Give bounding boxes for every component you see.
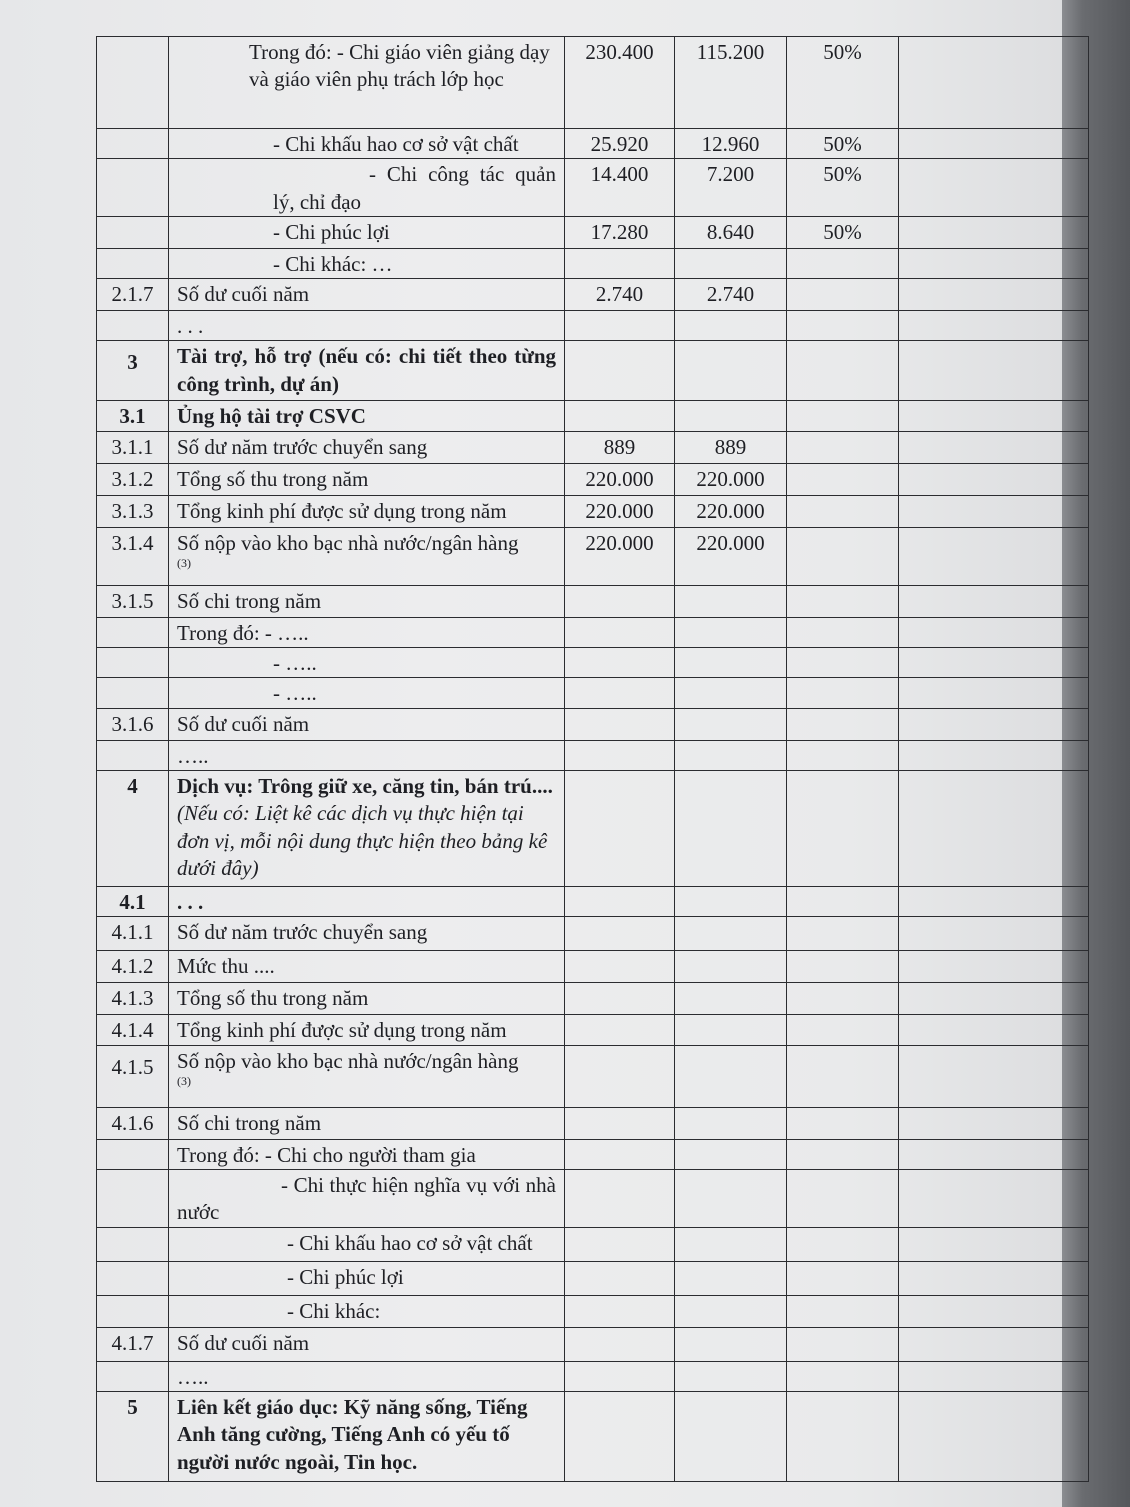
cell-empty	[899, 983, 1089, 1015]
cell-value	[675, 401, 787, 431]
cell-value: 220.000	[675, 527, 787, 585]
table-row	[97, 37, 1089, 129]
row-description: . . .	[169, 886, 565, 916]
cell-value	[675, 708, 787, 740]
cell-value	[565, 951, 675, 983]
cell-empty	[899, 740, 1089, 770]
row-code	[97, 37, 169, 129]
cell-empty	[899, 1139, 1089, 1169]
table-row	[97, 1045, 1089, 1107]
row-description: Tổng số thu trong năm	[169, 463, 565, 495]
table-row	[97, 678, 1089, 708]
row-description: - …..	[169, 648, 565, 678]
table-row	[97, 1107, 1089, 1139]
cell-value	[675, 951, 787, 983]
cell-percent: 50%	[787, 129, 899, 159]
cell-value	[565, 617, 675, 647]
row-description: …..	[169, 1361, 565, 1391]
cell-value	[565, 1261, 675, 1295]
cell-value: 8.640	[675, 216, 787, 248]
row-description: Tổng kinh phí được sử dụng trong năm	[169, 495, 565, 527]
cell-value	[565, 248, 675, 278]
row-description: Số dư năm trước chuyển sang	[169, 917, 565, 951]
cell-percent	[787, 983, 899, 1015]
cell-value	[565, 983, 675, 1015]
cell-empty	[899, 279, 1089, 311]
cell-value: 2.740	[675, 279, 787, 311]
cell-value	[675, 1227, 787, 1261]
cell-value	[675, 1327, 787, 1361]
cell-value	[675, 1169, 787, 1227]
row-code: 4.1.7	[97, 1327, 169, 1361]
row-code: 3	[97, 341, 169, 401]
cell-percent	[787, 1261, 899, 1295]
row-code	[97, 248, 169, 278]
table-row	[97, 917, 1089, 951]
cell-empty	[899, 159, 1089, 217]
table-row	[97, 1295, 1089, 1327]
row-description: - Chi khác: …	[169, 248, 565, 278]
row-code: 3.1.4	[97, 527, 169, 585]
cell-value	[675, 1261, 787, 1295]
table-row	[97, 1227, 1089, 1261]
cell-value: 220.000	[565, 495, 675, 527]
row-description: Trong đó: - …..	[169, 617, 565, 647]
cell-value	[565, 1327, 675, 1361]
row-description: Trong đó: - Chi giáo viên giảng dạy và giáo viên phụ trách lớp học	[169, 37, 565, 129]
table-row	[97, 463, 1089, 495]
table-row	[97, 495, 1089, 527]
cell-percent	[787, 401, 899, 431]
cell-empty	[899, 216, 1089, 248]
row-code: 4.1	[97, 886, 169, 916]
cell-percent	[787, 279, 899, 311]
row-description: Trong đó: - Chi cho người tham gia	[169, 1139, 565, 1169]
row-code	[97, 678, 169, 708]
row-description: . . .	[169, 311, 565, 341]
row-code	[97, 1139, 169, 1169]
cell-value	[675, 648, 787, 678]
row-code: 3.1.5	[97, 585, 169, 617]
cell-empty	[899, 648, 1089, 678]
row-code: 4.1.2	[97, 951, 169, 983]
cell-empty	[899, 770, 1089, 886]
table-row	[97, 311, 1089, 341]
table-row	[97, 279, 1089, 311]
row-description-note: (Nếu có: Liệt kê các dịch vụ thực hiện tại đơn vị, mỗi nội dung thực hiện theo bảng kê dưới đây)	[177, 801, 548, 880]
row-code: 3.1.2	[97, 463, 169, 495]
cell-empty	[899, 248, 1089, 278]
cell-empty	[899, 678, 1089, 708]
table-row	[97, 1169, 1089, 1227]
cell-empty	[899, 527, 1089, 585]
cell-value	[675, 341, 787, 401]
row-description: Tổng kinh phí được sử dụng trong năm	[169, 1015, 565, 1045]
cell-value	[565, 1392, 675, 1482]
row-description: - Chi phúc lợi	[169, 216, 565, 248]
cell-empty	[899, 1107, 1089, 1139]
row-description: Liên kết giáo dục: Kỹ năng sống, Tiếng Anh tăng cường, Tiếng Anh có yếu tố người nước ngoài, Tin học.	[169, 1392, 565, 1482]
cell-value	[565, 311, 675, 341]
cell-value	[565, 708, 675, 740]
cell-percent	[787, 678, 899, 708]
table-row	[97, 740, 1089, 770]
cell-empty	[899, 1392, 1089, 1482]
row-description: - Chi khác:	[169, 1295, 565, 1327]
row-code: 4	[97, 770, 169, 886]
cell-value: 14.400	[565, 159, 675, 217]
cell-percent	[787, 527, 899, 585]
cell-percent	[787, 463, 899, 495]
cell-value: 25.920	[565, 129, 675, 159]
table-row	[97, 1261, 1089, 1295]
table-row	[97, 216, 1089, 248]
cell-percent	[787, 1139, 899, 1169]
table-row	[97, 1015, 1089, 1045]
table-row	[97, 248, 1089, 278]
cell-empty	[899, 341, 1089, 401]
cell-empty	[899, 917, 1089, 951]
row-code: 4.1.4	[97, 1015, 169, 1045]
cell-percent	[787, 708, 899, 740]
row-code	[97, 1361, 169, 1391]
cell-empty	[899, 1045, 1089, 1107]
cell-value	[565, 1045, 675, 1107]
cell-value	[565, 678, 675, 708]
row-description: Số nộp vào kho bạc nhà nước/ngân hàng	[177, 530, 519, 555]
cell-empty	[899, 401, 1089, 431]
cell-empty	[899, 1169, 1089, 1227]
cell-percent	[787, 770, 899, 886]
row-description: Ủng hộ tài trợ CSVC	[169, 401, 565, 431]
cell-percent	[787, 1045, 899, 1107]
cell-percent	[787, 617, 899, 647]
cell-percent	[787, 1015, 899, 1045]
cell-value	[565, 1015, 675, 1045]
row-code	[97, 1227, 169, 1261]
table-row	[97, 129, 1089, 159]
cell-empty	[899, 1295, 1089, 1327]
cell-value: 220.000	[675, 463, 787, 495]
cell-value	[565, 341, 675, 401]
cell-percent	[787, 495, 899, 527]
table-row	[97, 159, 1089, 217]
table-row	[97, 983, 1089, 1015]
cell-value: 220.000	[675, 495, 787, 527]
cell-value	[565, 1139, 675, 1169]
row-code: 3.1.6	[97, 708, 169, 740]
footnote-marker: (3)	[177, 1073, 191, 1088]
cell-empty	[899, 129, 1089, 159]
cell-value	[675, 983, 787, 1015]
cell-value: 220.000	[565, 463, 675, 495]
cell-value: 12.960	[675, 129, 787, 159]
table-row	[97, 341, 1089, 401]
row-description: - Chi thực hiện nghĩa vụ với nhà nước	[169, 1169, 565, 1227]
row-code	[97, 216, 169, 248]
row-description: …..	[169, 740, 565, 770]
table-row	[97, 886, 1089, 916]
row-code: 4.1.1	[97, 917, 169, 951]
row-description: Mức thu ....	[169, 951, 565, 983]
cell-value: 889	[675, 431, 787, 463]
cell-percent	[787, 1227, 899, 1261]
cell-percent	[787, 248, 899, 278]
row-description: - Chi khấu hao cơ sở vật chất	[169, 129, 565, 159]
cell-value	[675, 740, 787, 770]
cell-percent	[787, 648, 899, 678]
cell-value	[675, 1361, 787, 1391]
row-code	[97, 740, 169, 770]
cell-empty	[899, 708, 1089, 740]
table-row	[97, 431, 1089, 463]
row-description: Dịch vụ: Trông giữ xe, căng tin, bán trú....	[177, 773, 553, 798]
cell-empty	[899, 1015, 1089, 1045]
cell-value	[565, 1295, 675, 1327]
financial-report-table	[96, 36, 1089, 1482]
cell-value	[675, 1392, 787, 1482]
cell-value: 889	[565, 431, 675, 463]
table-row	[97, 1139, 1089, 1169]
cell-value: 17.280	[565, 216, 675, 248]
cell-percent	[787, 1107, 899, 1139]
row-code: 3.1	[97, 401, 169, 431]
cell-value	[565, 1361, 675, 1391]
row-code	[97, 159, 169, 217]
cell-percent	[787, 585, 899, 617]
row-description: Số dư cuối năm	[169, 708, 565, 740]
cell-value: 2.740	[565, 279, 675, 311]
row-description: - Chi công tác quản lý, chỉ đạo	[169, 159, 565, 217]
cell-empty	[899, 886, 1089, 916]
cell-empty	[899, 463, 1089, 495]
row-description: Số chi trong năm	[169, 1107, 565, 1139]
cell-percent	[787, 1169, 899, 1227]
table-row	[97, 708, 1089, 740]
cell-value	[675, 617, 787, 647]
row-description-cell	[169, 527, 565, 585]
row-code: 5	[97, 1392, 169, 1482]
cell-percent	[787, 1361, 899, 1391]
cell-empty	[899, 495, 1089, 527]
cell-value	[675, 311, 787, 341]
table-row	[97, 648, 1089, 678]
table-row	[97, 617, 1089, 647]
row-code: 2.1.7	[97, 279, 169, 311]
cell-percent	[787, 1295, 899, 1327]
cell-percent	[787, 431, 899, 463]
cell-value	[675, 1015, 787, 1045]
cell-empty	[899, 951, 1089, 983]
cell-percent	[787, 1392, 899, 1482]
cell-value	[675, 248, 787, 278]
cell-percent	[787, 740, 899, 770]
cell-value	[565, 917, 675, 951]
table-row	[97, 585, 1089, 617]
row-code: 4.1.3	[97, 983, 169, 1015]
cell-value	[675, 886, 787, 916]
footnote-marker: (3)	[177, 556, 191, 571]
cell-value: 115.200	[675, 37, 787, 129]
cell-percent: 50%	[787, 37, 899, 129]
row-code	[97, 1261, 169, 1295]
row-description: - …..	[169, 678, 565, 708]
row-code	[97, 1295, 169, 1327]
cell-value: 220.000	[565, 527, 675, 585]
row-code	[97, 311, 169, 341]
cell-percent: 50%	[787, 216, 899, 248]
row-code: 4.1.6	[97, 1107, 169, 1139]
cell-value	[675, 1139, 787, 1169]
cell-percent	[787, 341, 899, 401]
row-description: Số dư cuối năm	[169, 1327, 565, 1361]
cell-empty	[899, 431, 1089, 463]
row-code	[97, 1169, 169, 1227]
table-row	[97, 951, 1089, 983]
cell-value	[565, 886, 675, 916]
cell-percent: 50%	[787, 159, 899, 217]
cell-empty	[899, 1361, 1089, 1391]
cell-value	[565, 1107, 675, 1139]
cell-value	[675, 678, 787, 708]
cell-value: 7.200	[675, 159, 787, 217]
table-row	[97, 1327, 1089, 1361]
row-description: Số chi trong năm	[169, 585, 565, 617]
table-row	[97, 1392, 1089, 1482]
cell-value	[565, 770, 675, 886]
table-row	[97, 527, 1089, 585]
cell-empty	[899, 1227, 1089, 1261]
cell-value	[675, 770, 787, 886]
cell-percent	[787, 311, 899, 341]
cell-value	[565, 648, 675, 678]
cell-value: 230.400	[565, 37, 675, 129]
cell-value	[565, 401, 675, 431]
cell-value	[565, 1227, 675, 1261]
cell-percent	[787, 951, 899, 983]
table-row	[97, 401, 1089, 431]
row-code: 3.1.1	[97, 431, 169, 463]
cell-empty	[899, 311, 1089, 341]
row-code	[97, 129, 169, 159]
cell-value	[565, 1169, 675, 1227]
cell-empty	[899, 617, 1089, 647]
row-description: Số nộp vào kho bạc nhà nước/ngân hàng	[177, 1048, 519, 1073]
table-row	[97, 770, 1089, 886]
cell-percent	[787, 917, 899, 951]
row-description: Tổng số thu trong năm	[169, 983, 565, 1015]
cell-value	[675, 1295, 787, 1327]
cell-empty	[899, 1261, 1089, 1295]
row-code: 3.1.3	[97, 495, 169, 527]
row-code: 4.1.5	[97, 1045, 169, 1107]
row-description: - Chi phúc lợi	[169, 1261, 565, 1295]
cell-value	[565, 585, 675, 617]
cell-value	[675, 1045, 787, 1107]
cell-percent	[787, 1327, 899, 1361]
table-row	[97, 1361, 1089, 1391]
row-description: Số dư năm trước chuyển sang	[169, 431, 565, 463]
cell-empty	[899, 1327, 1089, 1361]
row-description: - Chi khấu hao cơ sở vật chất	[169, 1227, 565, 1261]
row-code	[97, 648, 169, 678]
cell-percent	[787, 886, 899, 916]
cell-value	[675, 585, 787, 617]
row-description: Số dư cuối năm	[169, 279, 565, 311]
row-description-cell	[169, 770, 565, 886]
cell-value	[565, 740, 675, 770]
row-description-cell	[169, 1045, 565, 1107]
cell-value	[675, 1107, 787, 1139]
row-description: Tài trợ, hỗ trợ (nếu có: chi tiết theo từng công trình, dự án)	[169, 341, 565, 401]
cell-empty	[899, 585, 1089, 617]
row-code	[97, 617, 169, 647]
cell-empty	[899, 37, 1089, 129]
cell-value	[675, 917, 787, 951]
